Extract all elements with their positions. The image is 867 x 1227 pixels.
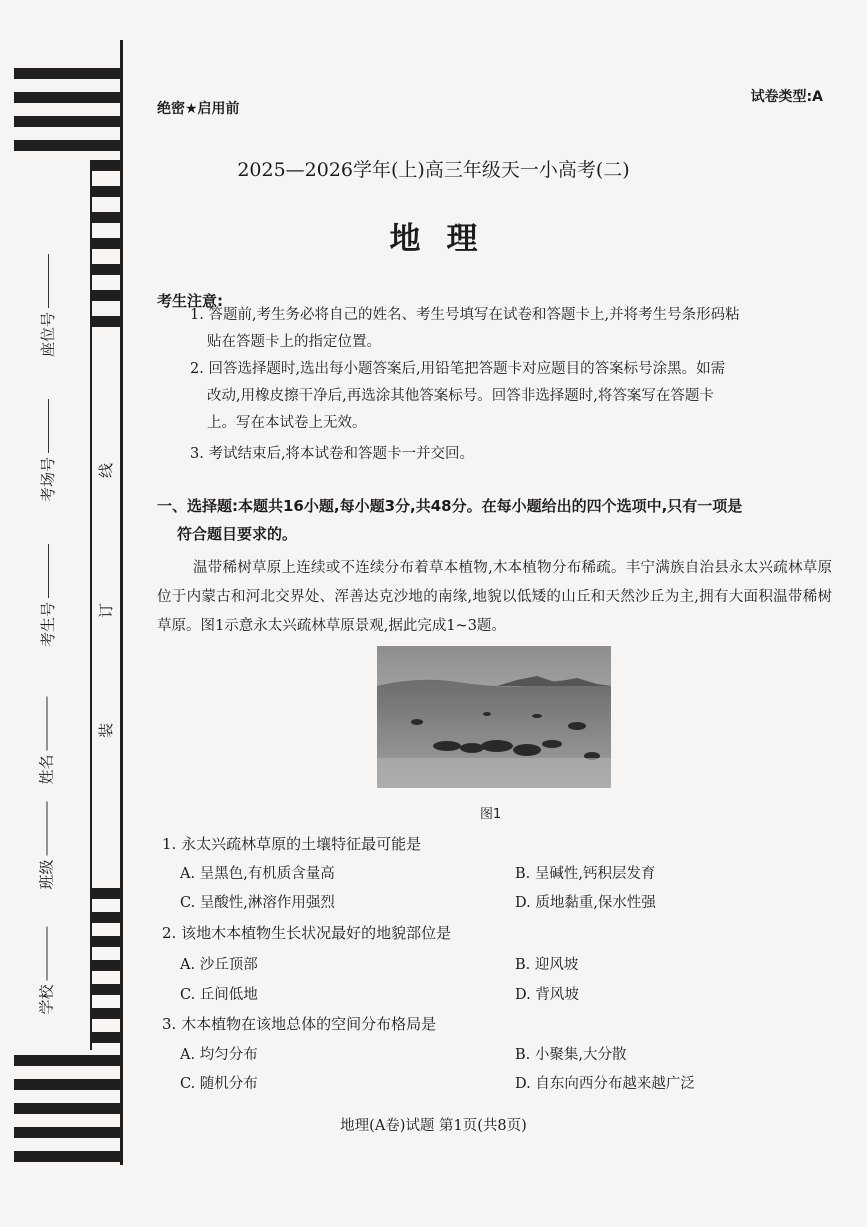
binding-stripe bbox=[90, 186, 122, 197]
option-a[interactable]: A. 呈黑色,有机质含量高 bbox=[180, 866, 335, 882]
binding-mark-line: 线 bbox=[97, 462, 116, 479]
notice-item: 2. 回答选择题时,选出每小题答案后,用铅笔把答题卡对应题目的答案标号涂黑。如需 改动,用橡皮擦干净后,再选涂其他答案标号。回答非选择题时,将答案写在答题卡 上。写在本试卷上无效。 bbox=[190, 361, 726, 431]
question-stem: 1. 永太兴疏林草原的土壤特征最可能是 bbox=[162, 835, 422, 853]
binding-stripe bbox=[90, 316, 122, 327]
subject-title: 地理 bbox=[389, 221, 504, 257]
exam-title: 2025—2026学年(上)高三年级天一小高考(二) bbox=[237, 159, 630, 181]
page-footer: 地理(A卷)试题 第1页(共8页) bbox=[340, 1118, 527, 1134]
notice-item: 1. 答题前,考生务必将自己的姓名、考生号填写在试卷和答题卡上,并将考生号条形码粘 贴在答题卡上的指定位置。 bbox=[190, 307, 740, 350]
binding-margin bbox=[14, 40, 132, 1170]
option-c[interactable]: C. 随机分布 bbox=[180, 1076, 258, 1092]
option-b[interactable]: B. 小聚集,大分散 bbox=[515, 1047, 627, 1063]
candidate-number-field[interactable]: 考生号 bbox=[37, 544, 58, 647]
class-field[interactable]: 班级 bbox=[36, 801, 57, 889]
binding-stripe bbox=[90, 960, 122, 971]
binding-stripe bbox=[90, 984, 122, 995]
option-b[interactable]: B. 迎风坡 bbox=[515, 957, 579, 973]
binding-stripe bbox=[14, 1055, 122, 1066]
binding-stripe bbox=[90, 936, 122, 947]
photo-drawing bbox=[377, 646, 611, 788]
binding-stripe bbox=[90, 1032, 122, 1043]
option-d[interactable]: D. 质地黏重,保水性强 bbox=[515, 895, 656, 911]
binding-stripe bbox=[14, 116, 122, 127]
binding-stripe bbox=[14, 1151, 122, 1162]
binding-stripe bbox=[90, 264, 122, 275]
notice-item: 3. 考试结束后,将本试卷和答题卡一并交回。 bbox=[190, 446, 475, 462]
binding-mark-bind: 装 bbox=[97, 722, 116, 739]
question-stem: 3. 木本植物在该地总体的空间分布格局是 bbox=[162, 1015, 437, 1033]
confidential-label: 绝密★启用前 bbox=[157, 101, 240, 117]
option-b[interactable]: B. 呈碱性,钙积层发育 bbox=[515, 866, 656, 882]
option-c[interactable]: C. 丘间低地 bbox=[180, 987, 258, 1003]
binding-stripe bbox=[14, 68, 122, 79]
binding-stripe bbox=[14, 92, 122, 103]
binding-stripe bbox=[14, 140, 122, 151]
binding-stripe bbox=[90, 1008, 122, 1019]
section-heading: 一、选择题:本题共16小题,每小题3分,共48分。在每小题给出的四个选项中,只有一项是 符合题目要求的。 bbox=[157, 497, 743, 543]
option-c[interactable]: C. 呈酸性,淋溶作用强烈 bbox=[180, 895, 335, 911]
binding-rule bbox=[120, 40, 123, 1165]
name-field[interactable]: 姓名 bbox=[36, 696, 57, 784]
binding-stripe bbox=[14, 1079, 122, 1090]
binding-stripe bbox=[90, 912, 122, 923]
option-d[interactable]: D. 背风坡 bbox=[515, 987, 579, 1003]
option-a[interactable]: A. 均匀分布 bbox=[180, 1047, 258, 1063]
binding-stripe bbox=[90, 290, 122, 301]
seat-number-field[interactable]: 座位号 bbox=[37, 254, 58, 357]
passage-text: 温带稀树草原上连续或不连续分布着草本植物,木本植物分布稀疏。丰宁满族自治县永太兴疏林草原位于内蒙古和河北交界处、浑善达克沙地的南缘,地貌以低矮的山丘和天然沙丘为主,拥有大面积温带稀树草原。图1示意永太兴疏林草原景观,据此完成1~3题。 bbox=[157, 560, 832, 634]
binding-mark-staple: 订 bbox=[97, 602, 116, 619]
paper-type-label: 试卷类型:A bbox=[750, 89, 823, 105]
figure-caption: 图1 bbox=[480, 807, 502, 822]
binding-stripe bbox=[14, 1103, 122, 1114]
question-stem: 2. 该地木本植物生长状况最好的地貌部位是 bbox=[162, 924, 452, 942]
exam-room-field[interactable]: 考场号 bbox=[37, 399, 58, 502]
option-a[interactable]: A. 沙丘顶部 bbox=[180, 957, 258, 973]
binding-stripe bbox=[90, 888, 122, 899]
school-field[interactable]: 学校 bbox=[36, 926, 57, 1014]
notice-heading: 考生注意: bbox=[157, 292, 223, 310]
savanna-landscape-photo bbox=[377, 646, 611, 788]
option-d[interactable]: D. 自东向西分布越来越广泛 bbox=[515, 1076, 695, 1092]
